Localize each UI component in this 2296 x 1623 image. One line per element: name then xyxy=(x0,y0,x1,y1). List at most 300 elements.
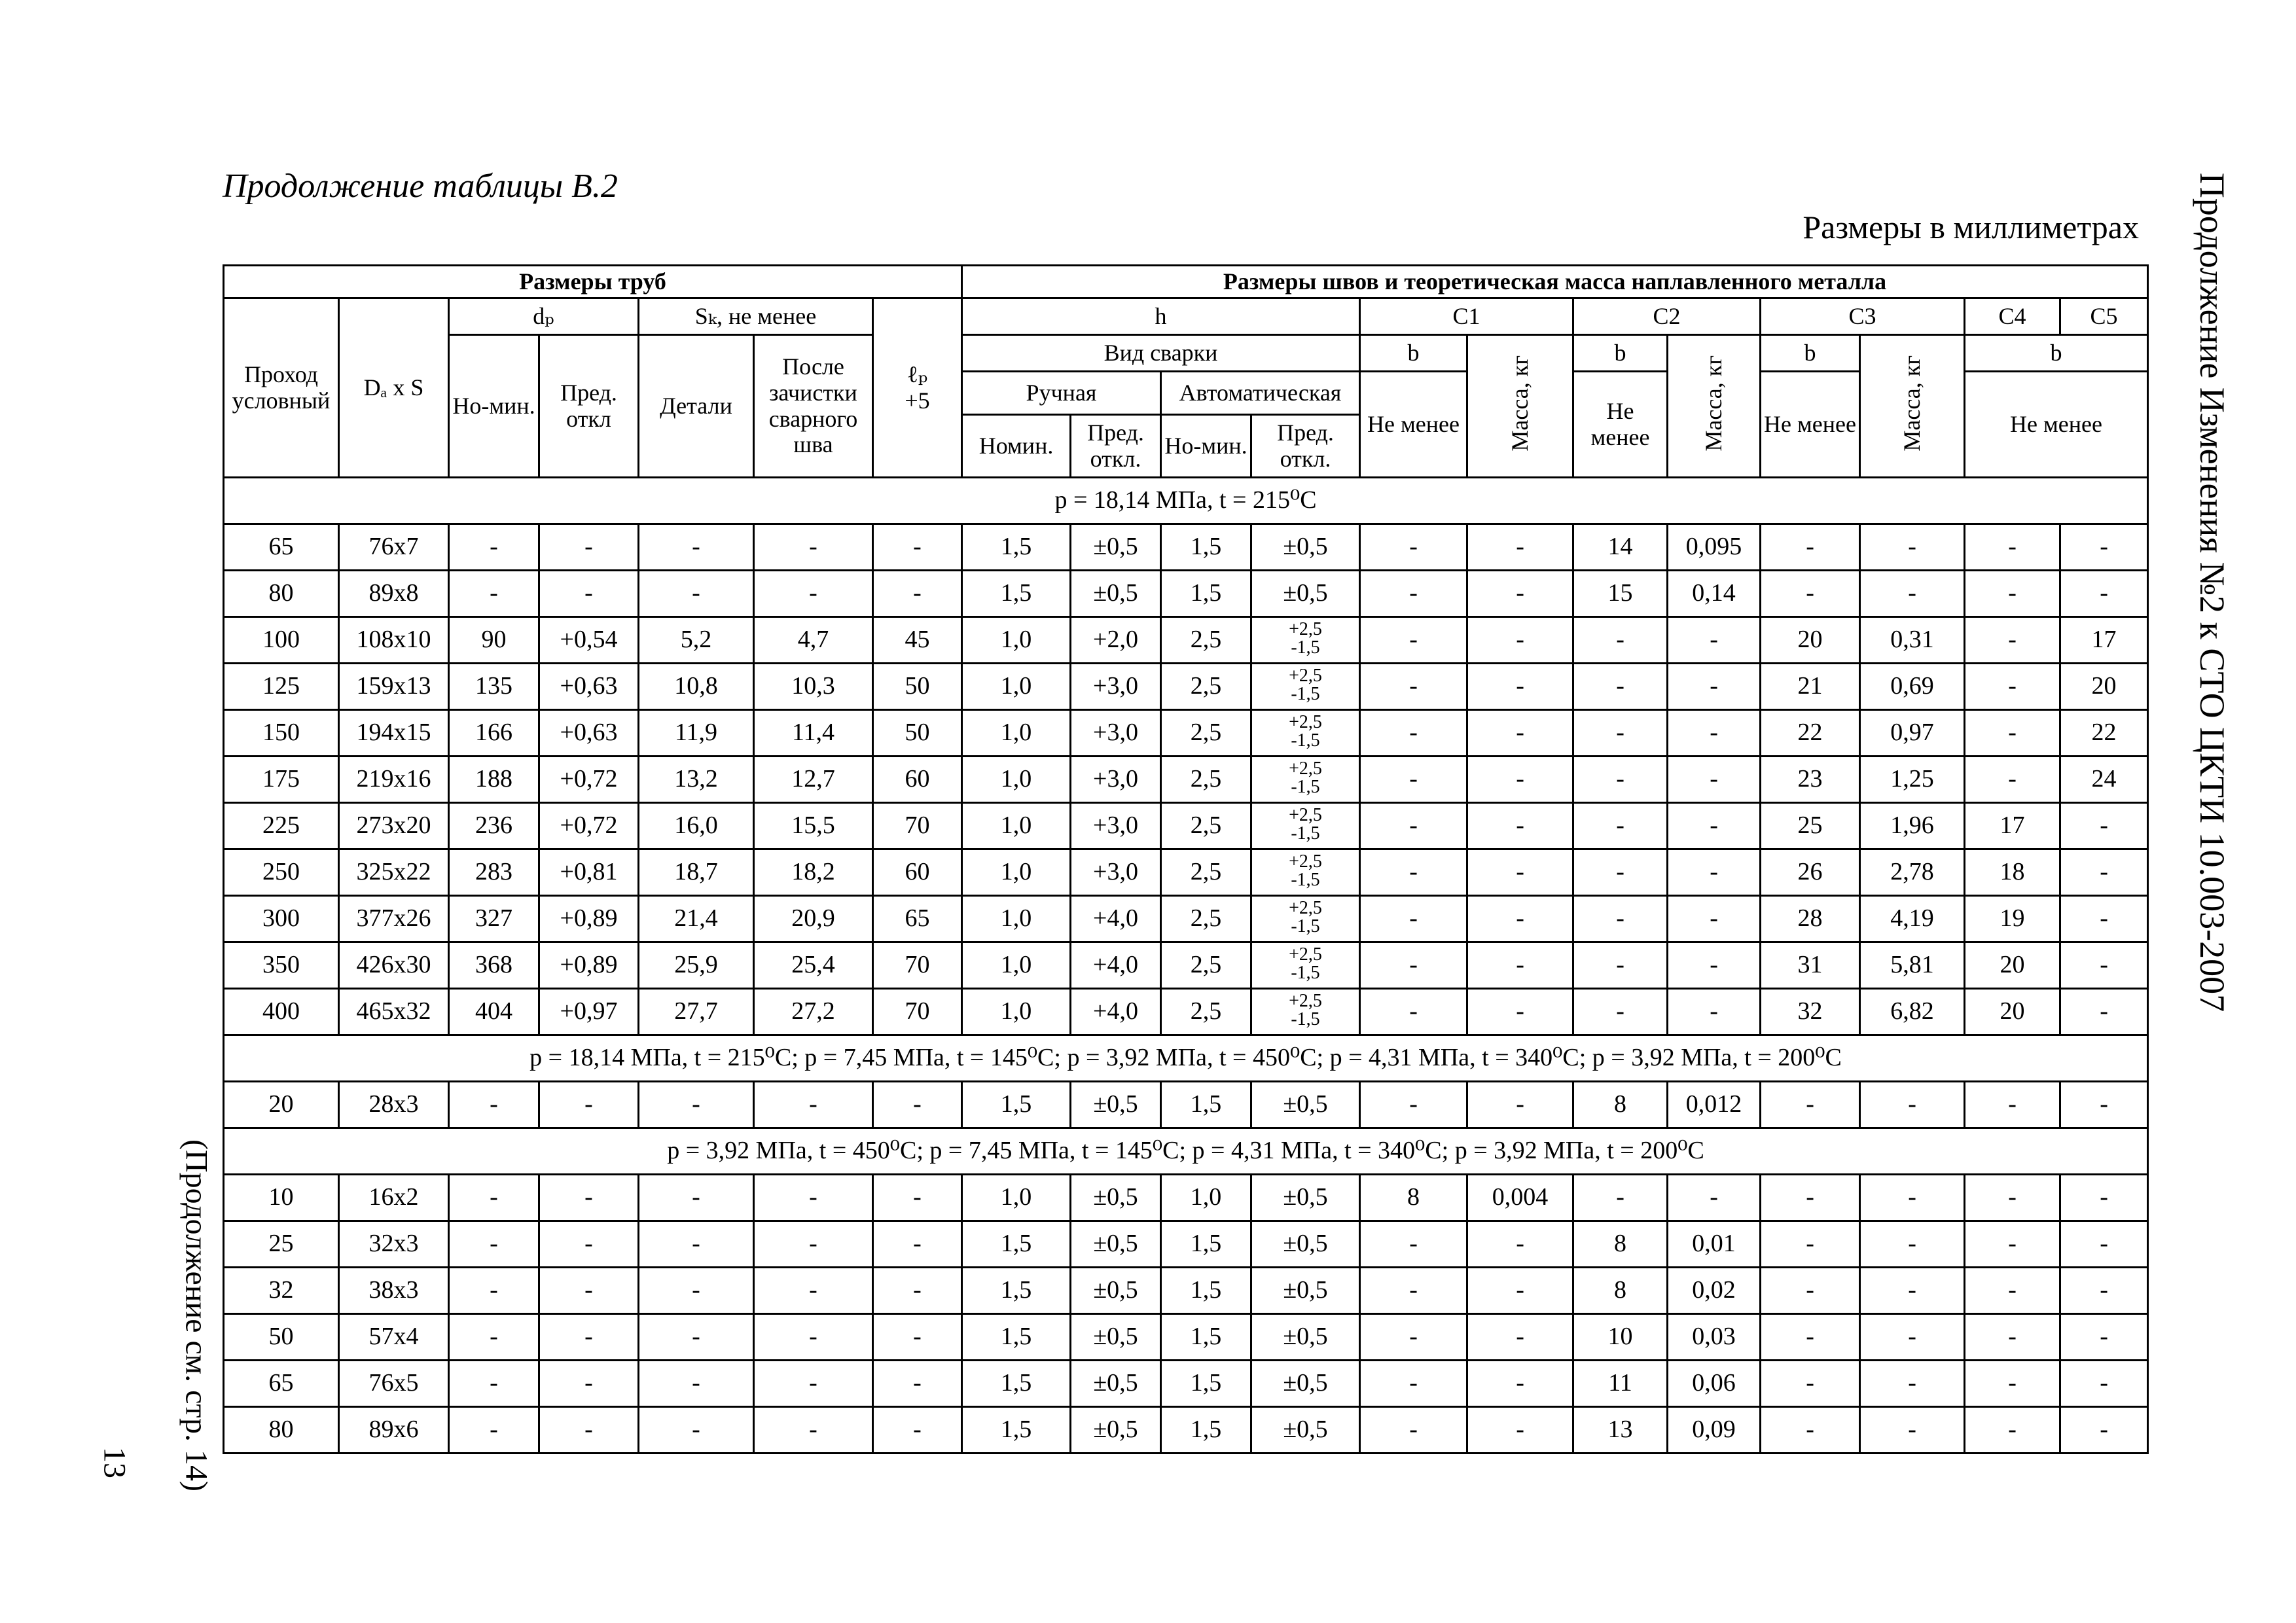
table-cell: 1,5 xyxy=(1161,571,1251,617)
table-cell: - xyxy=(1360,849,1467,896)
table-cell: 1,25 xyxy=(1860,757,1965,803)
table-cell: - xyxy=(1360,989,1467,1035)
table-cell: ±0,5 xyxy=(1251,1407,1360,1454)
table-row xyxy=(224,757,2148,803)
table-cell: - xyxy=(1668,989,1761,1035)
table-cell: - xyxy=(1467,571,1573,617)
table-cell: 13,2 xyxy=(639,757,754,803)
table-cell: 400 xyxy=(224,989,339,1035)
section-header-row xyxy=(224,478,2148,524)
table-cell: - xyxy=(1573,942,1668,989)
table-cell: - xyxy=(1467,1361,1573,1407)
table-cell: 2,5 xyxy=(1161,803,1251,849)
table-cell: +3,0 xyxy=(1071,849,1161,896)
header-c2-mass xyxy=(1668,335,1761,478)
table-cell: 10,8 xyxy=(639,664,754,710)
table-cell: - xyxy=(1467,1268,1573,1314)
table-cell: - xyxy=(1860,1314,1965,1361)
table-cell: +3,0 xyxy=(1071,757,1161,803)
table-cell: - xyxy=(2060,1314,2148,1361)
table-cell: - xyxy=(2060,989,2148,1035)
page-number xyxy=(92,1427,137,1499)
header-c1-b: b xyxy=(1360,335,1467,372)
table-cell: - xyxy=(449,1361,539,1407)
table-cell: 159x13 xyxy=(339,664,449,710)
header-c3-mass xyxy=(1860,335,1965,478)
table-cell: 22 xyxy=(2060,710,2148,757)
table-cell: 1,0 xyxy=(962,942,1071,989)
page-number-text: 13 xyxy=(97,1447,132,1478)
table-row xyxy=(224,1268,2148,1314)
table-cell: - xyxy=(754,1082,873,1128)
table-cell: - xyxy=(1965,571,2060,617)
table-cell: 2,5 xyxy=(1161,896,1251,942)
table-cell: +0,97 xyxy=(539,989,639,1035)
table-cell: 32 xyxy=(224,1268,339,1314)
table-cell: - xyxy=(449,1314,539,1361)
table-cell: 25 xyxy=(1761,803,1860,849)
table-cell: 10,3 xyxy=(754,664,873,710)
table-cell: - xyxy=(1965,710,2060,757)
table-cell: 89x8 xyxy=(339,571,449,617)
table-cell: ±0,5 xyxy=(1251,1175,1360,1221)
table-cell: - xyxy=(639,1221,754,1268)
table-cell: - xyxy=(2060,1268,2148,1314)
table-cell: ±0,5 xyxy=(1071,1268,1161,1314)
table-cell: 1,0 xyxy=(962,1175,1071,1221)
table-cell: 5,81 xyxy=(1860,942,1965,989)
table-cell: 175 xyxy=(224,757,339,803)
table-cell: - xyxy=(1761,1221,1860,1268)
table-cell: 0,09 xyxy=(1668,1407,1761,1454)
table-cell: 2,5 xyxy=(1161,942,1251,989)
header-dp-nom: Но-мин. xyxy=(449,335,539,478)
table-cell: 65 xyxy=(224,1361,339,1407)
table-cell: 1,5 xyxy=(962,1314,1071,1361)
side-title-text: Продолжение Изменения №2 к СТО ЦКТИ 10.003-2007 xyxy=(2193,172,2232,1012)
table-cell: 14 xyxy=(1573,524,1668,571)
table-cell: - xyxy=(1360,1314,1467,1361)
table-cell: - xyxy=(1573,757,1668,803)
table-cell: - xyxy=(1668,710,1761,757)
table-row xyxy=(224,524,2148,571)
table-cell: +4,0 xyxy=(1071,942,1161,989)
table-cell: - xyxy=(2060,896,2148,942)
table-cell: 0,14 xyxy=(1668,571,1761,617)
table-cell: - xyxy=(1668,1175,1761,1221)
table-cell xyxy=(1251,664,1360,710)
table-cell: - xyxy=(1467,1082,1573,1128)
table-cell: - xyxy=(539,1268,639,1314)
table-row xyxy=(224,1221,2148,1268)
table-cell: 1,5 xyxy=(962,1361,1071,1407)
table-cell: ±0,5 xyxy=(1251,571,1360,617)
table-cell: 18 xyxy=(1965,849,2060,896)
table-cell: - xyxy=(1573,803,1668,849)
table-cell: - xyxy=(1761,1268,1860,1314)
table-cell: - xyxy=(1965,664,2060,710)
table-cell: - xyxy=(2060,1221,2148,1268)
table-cell: - xyxy=(2060,942,2148,989)
table-cell: - xyxy=(2060,1407,2148,1454)
table-cell: 1,5 xyxy=(962,1268,1071,1314)
continuation-note-text: (Продолжение см. стр. 14) xyxy=(179,1139,214,1492)
section-title: p = 3,92 МПа, t = 450⁰С; p = 7,45 МПа, t = 145⁰С; p = 4,31 МПа, t = 340⁰С; p = 3,92 МПа, t = 200⁰С xyxy=(224,1128,2148,1175)
table-cell: - xyxy=(1965,1361,2060,1407)
header-h: h xyxy=(962,298,1360,335)
table-cell: 1,0 xyxy=(962,710,1071,757)
table-row xyxy=(224,1314,2148,1361)
table-cell: ±0,5 xyxy=(1071,1175,1161,1221)
table-row xyxy=(224,1361,2148,1407)
table-cell: - xyxy=(1668,757,1761,803)
table-cell: - xyxy=(1965,1407,2060,1454)
header-c5: C5 xyxy=(2060,298,2148,335)
table-cell: 70 xyxy=(873,803,962,849)
table-cell: +3,0 xyxy=(1071,710,1161,757)
table-cell: 16x2 xyxy=(339,1175,449,1221)
table-cell: - xyxy=(1965,1314,2060,1361)
table-cell: ±0,5 xyxy=(1251,1361,1360,1407)
table-cell: 6,82 xyxy=(1860,989,1965,1035)
table-cell: - xyxy=(1573,896,1668,942)
table-cell: 27,7 xyxy=(639,989,754,1035)
table-cell: 57x4 xyxy=(339,1314,449,1361)
table-cell: +0,81 xyxy=(539,849,639,896)
table-cell: - xyxy=(449,1082,539,1128)
table-cell: - xyxy=(1668,617,1761,664)
table-cell: - xyxy=(1860,1268,1965,1314)
table-cell: +0,72 xyxy=(539,803,639,849)
table-cell: - xyxy=(1965,524,2060,571)
header-c3-not-less: Не менее xyxy=(1761,372,1860,478)
table-cell: - xyxy=(1467,524,1573,571)
table-cell: - xyxy=(539,1082,639,1128)
header-auto-pred: Пред. откл. xyxy=(1251,415,1360,478)
table-cell: 26 xyxy=(1761,849,1860,896)
table-row xyxy=(224,617,2148,664)
header-dp-pred: Пред. откл xyxy=(539,335,639,478)
table-cell: 1,0 xyxy=(1161,1175,1251,1221)
header-lp xyxy=(873,298,962,478)
table-cell: 5,2 xyxy=(639,617,754,664)
table-cell: - xyxy=(754,1361,873,1407)
table-cell: +0,89 xyxy=(539,896,639,942)
tolerance-stack: +2,5 -1,5 xyxy=(1289,712,1322,751)
table-cell: - xyxy=(539,1314,639,1361)
table-cell: - xyxy=(873,1268,962,1314)
table-cell: - xyxy=(539,1407,639,1454)
header-manual: Ручная xyxy=(962,372,1161,415)
table-cell: - xyxy=(1360,617,1467,664)
table-cell: - xyxy=(1467,664,1573,710)
table-cell: 8 xyxy=(1573,1082,1668,1128)
table-cell: 27,2 xyxy=(754,989,873,1035)
table-cell: - xyxy=(1965,1082,2060,1128)
table-cell: +3,0 xyxy=(1071,803,1161,849)
table-cell: - xyxy=(754,1175,873,1221)
table-cell: - xyxy=(1668,942,1761,989)
table-cell: - xyxy=(1573,664,1668,710)
table-cell: 1,0 xyxy=(962,803,1071,849)
table-cell: 65 xyxy=(224,524,339,571)
table-cell: 1,5 xyxy=(962,524,1071,571)
section-title: p = 18,14 МПа, t = 215⁰С xyxy=(224,478,2148,524)
table-cell: 225 xyxy=(224,803,339,849)
table-cell: ±0,5 xyxy=(1071,524,1161,571)
table-cell: 0,012 xyxy=(1668,1082,1761,1128)
header-manual-pred: Пред. откл. xyxy=(1071,415,1161,478)
table-cell: 45 xyxy=(873,617,962,664)
table-cell: 80 xyxy=(224,1407,339,1454)
header-nominal: Проход условный xyxy=(224,298,339,478)
table-cell: 24 xyxy=(2060,757,2148,803)
table-cell: 1,0 xyxy=(962,664,1071,710)
table-cell: - xyxy=(639,1407,754,1454)
table-cell: - xyxy=(639,1361,754,1407)
table-cell: 0,69 xyxy=(1860,664,1965,710)
table-cell: 2,78 xyxy=(1860,849,1965,896)
table-cell: 0,02 xyxy=(1668,1268,1761,1314)
header-c1-mass-text: Масса, кг xyxy=(1506,355,1533,452)
table-cell: 350 xyxy=(224,942,339,989)
table-cell: - xyxy=(1360,1221,1467,1268)
table-cell: +0,63 xyxy=(539,664,639,710)
table-cell: 368 xyxy=(449,942,539,989)
table-cell: 28 xyxy=(1761,896,1860,942)
table-cell: 377x26 xyxy=(339,896,449,942)
table-cell: 0,97 xyxy=(1860,710,1965,757)
table-cell: - xyxy=(1761,571,1860,617)
table-cell: 1,5 xyxy=(962,571,1071,617)
table-cell: 426x30 xyxy=(339,942,449,989)
table-cell: - xyxy=(1965,1175,2060,1221)
table-cell: - xyxy=(754,1268,873,1314)
header-lp-label: ℓₚ xyxy=(906,361,928,387)
table-cell: - xyxy=(1467,942,1573,989)
table-cell: 90 xyxy=(449,617,539,664)
table-cell: - xyxy=(1668,849,1761,896)
table-body xyxy=(224,478,2148,1454)
table-cell: +2,0 xyxy=(1071,617,1161,664)
table-cell: 273x20 xyxy=(339,803,449,849)
tolerance-stack: +2,5 -1,5 xyxy=(1289,666,1322,705)
table-cell: - xyxy=(539,524,639,571)
header-sk-after: После зачистки сварного шва xyxy=(754,335,873,478)
table-cell: - xyxy=(639,1268,754,1314)
table-cell: 1,96 xyxy=(1860,803,1965,849)
table-cell: - xyxy=(1467,757,1573,803)
table-cell: ±0,5 xyxy=(1071,571,1161,617)
table-cell: - xyxy=(1360,710,1467,757)
table-cell xyxy=(1251,942,1360,989)
table-cell: 1,5 xyxy=(1161,1221,1251,1268)
section-title: p = 18,14 МПа, t = 215⁰С; p = 7,45 МПа, t = 145⁰С; p = 3,92 МПа, t = 450⁰С; p = 4,31 МПа, t = 340⁰С; p = 3,92 МПа, t = 200⁰С xyxy=(224,1035,2148,1082)
side-title xyxy=(2179,154,2245,1031)
table-cell: - xyxy=(539,1361,639,1407)
table-cell: 2,5 xyxy=(1161,757,1251,803)
table-cell: 38x3 xyxy=(339,1268,449,1314)
dimensions-table xyxy=(223,264,2149,1454)
table-cell: 12,7 xyxy=(754,757,873,803)
header-auto-nomin: Но-мин. xyxy=(1161,415,1251,478)
table-cell: - xyxy=(754,1407,873,1454)
table-cell: - xyxy=(1573,1175,1668,1221)
table-cell: 18,7 xyxy=(639,849,754,896)
table-cell: 60 xyxy=(873,849,962,896)
table-cell: 28x3 xyxy=(339,1082,449,1128)
table-cell: 1,0 xyxy=(962,989,1071,1035)
table-cell: 13 xyxy=(1573,1407,1668,1454)
header-lp-tolerance: +5 xyxy=(905,387,930,414)
table-cell: +0,89 xyxy=(539,942,639,989)
table-cell: 1,0 xyxy=(962,849,1071,896)
table-cell: 188 xyxy=(449,757,539,803)
table-cell: - xyxy=(1467,617,1573,664)
table-cell: - xyxy=(449,1175,539,1221)
table-cell: 21,4 xyxy=(639,896,754,942)
table-cell: 65 xyxy=(873,896,962,942)
table-cell: - xyxy=(1860,1407,1965,1454)
table-cell: +3,0 xyxy=(1071,664,1161,710)
table-cell: +4,0 xyxy=(1071,896,1161,942)
header-c1-not-less: Не менее xyxy=(1360,372,1467,478)
table-cell: - xyxy=(754,1314,873,1361)
table-cell: - xyxy=(1860,1361,1965,1407)
table-cell: - xyxy=(1668,803,1761,849)
table-cell: - xyxy=(1360,664,1467,710)
table-cell: - xyxy=(1360,1082,1467,1128)
table-cell: - xyxy=(1467,710,1573,757)
table-cell: - xyxy=(2060,1361,2148,1407)
table-cell: 10 xyxy=(1573,1314,1668,1361)
table-cell: - xyxy=(1360,757,1467,803)
table-cell: - xyxy=(1860,1175,1965,1221)
header-c3: C3 xyxy=(1761,298,1965,335)
table-cell: - xyxy=(449,1407,539,1454)
table-cell: - xyxy=(1467,989,1573,1035)
table-cell: - xyxy=(1965,1221,2060,1268)
table-cell: - xyxy=(1761,1175,1860,1221)
table-cell: - xyxy=(449,1221,539,1268)
table-cell: 23 xyxy=(1761,757,1860,803)
table-cell: 76x5 xyxy=(339,1361,449,1407)
table-cell: 125 xyxy=(224,664,339,710)
table-cell: - xyxy=(1573,710,1668,757)
continuation-note xyxy=(170,1132,223,1499)
table-cell: 21 xyxy=(1761,664,1860,710)
table-cell: - xyxy=(873,1361,962,1407)
table-cell: - xyxy=(1573,617,1668,664)
table-cell: - xyxy=(2060,524,2148,571)
table-cell: 8 xyxy=(1573,1268,1668,1314)
table-cell: 70 xyxy=(873,989,962,1035)
table-cell: 194x15 xyxy=(339,710,449,757)
table-cell: 0,06 xyxy=(1668,1361,1761,1407)
table-caption: Продолжение таблицы В.2 xyxy=(223,168,618,205)
table-cell: 50 xyxy=(873,664,962,710)
table-cell: - xyxy=(1965,757,2060,803)
table-cell: 20 xyxy=(224,1082,339,1128)
table-cell: - xyxy=(1360,1361,1467,1407)
table-cell xyxy=(1251,803,1360,849)
table-cell: - xyxy=(449,1268,539,1314)
table-cell: 2,5 xyxy=(1161,849,1251,896)
table-row xyxy=(224,664,2148,710)
table-cell: - xyxy=(873,524,962,571)
table-cell: ±0,5 xyxy=(1071,1082,1161,1128)
table-cell: 20 xyxy=(1965,942,2060,989)
table-cell: 17 xyxy=(1965,803,2060,849)
table-cell: ±0,5 xyxy=(1251,1221,1360,1268)
table-cell: 25 xyxy=(224,1221,339,1268)
header-seams: Размеры швов и теоретическая масса наплавленного металла xyxy=(962,266,2148,298)
table-cell: 70 xyxy=(873,942,962,989)
tolerance-stack: +2,5 -1,5 xyxy=(1289,991,1322,1030)
table-cell: 1,5 xyxy=(1161,1082,1251,1128)
table-cell: - xyxy=(1965,1268,2060,1314)
table-row xyxy=(224,710,2148,757)
table-row xyxy=(224,1175,2148,1221)
table-cell xyxy=(1251,896,1360,942)
table-cell: 2,5 xyxy=(1161,664,1251,710)
header-weld-type: Вид сварки xyxy=(962,335,1360,372)
table-cell: - xyxy=(1761,1407,1860,1454)
table-cell: 11,4 xyxy=(754,710,873,757)
table-cell: - xyxy=(1761,1361,1860,1407)
table-cell: - xyxy=(1761,524,1860,571)
table-cell: 2,5 xyxy=(1161,710,1251,757)
table-cell: +0,72 xyxy=(539,757,639,803)
table-cell: - xyxy=(449,524,539,571)
table-cell: 2,5 xyxy=(1161,989,1251,1035)
table-cell: - xyxy=(2060,571,2148,617)
table-cell: +0,63 xyxy=(539,710,639,757)
table-cell xyxy=(1251,757,1360,803)
table-cell: - xyxy=(1965,617,2060,664)
table-cell: 20 xyxy=(1761,617,1860,664)
table-cell xyxy=(1251,849,1360,896)
table-cell: - xyxy=(1360,896,1467,942)
table-cell: - xyxy=(449,571,539,617)
table-cell: - xyxy=(1467,896,1573,942)
table-cell: ±0,5 xyxy=(1071,1221,1161,1268)
table-cell: 8 xyxy=(1360,1175,1467,1221)
table-cell: - xyxy=(539,1175,639,1221)
table-cell: 1,5 xyxy=(962,1407,1071,1454)
table-cell: 10 xyxy=(224,1175,339,1221)
table-cell: 100 xyxy=(224,617,339,664)
table-cell: - xyxy=(1360,1268,1467,1314)
table-cell: 465x32 xyxy=(339,989,449,1035)
table-cell: 1,5 xyxy=(962,1082,1071,1128)
table-cell: - xyxy=(1360,942,1467,989)
table-cell: 15,5 xyxy=(754,803,873,849)
table-cell: ±0,5 xyxy=(1071,1361,1161,1407)
tolerance-stack: +2,5 -1,5 xyxy=(1289,898,1322,937)
table-cell: 327 xyxy=(449,896,539,942)
table-cell: - xyxy=(1573,849,1668,896)
table-cell: 89x6 xyxy=(339,1407,449,1454)
header-sk: Sₖ, не менее xyxy=(639,298,873,335)
table-cell: 76x7 xyxy=(339,524,449,571)
table-cell: 19 xyxy=(1965,896,2060,942)
section-header-row xyxy=(224,1035,2148,1082)
table-cell: 1,5 xyxy=(1161,524,1251,571)
table-cell: 15 xyxy=(1573,571,1668,617)
table-cell: - xyxy=(639,1082,754,1128)
table-cell: 32 xyxy=(1761,989,1860,1035)
